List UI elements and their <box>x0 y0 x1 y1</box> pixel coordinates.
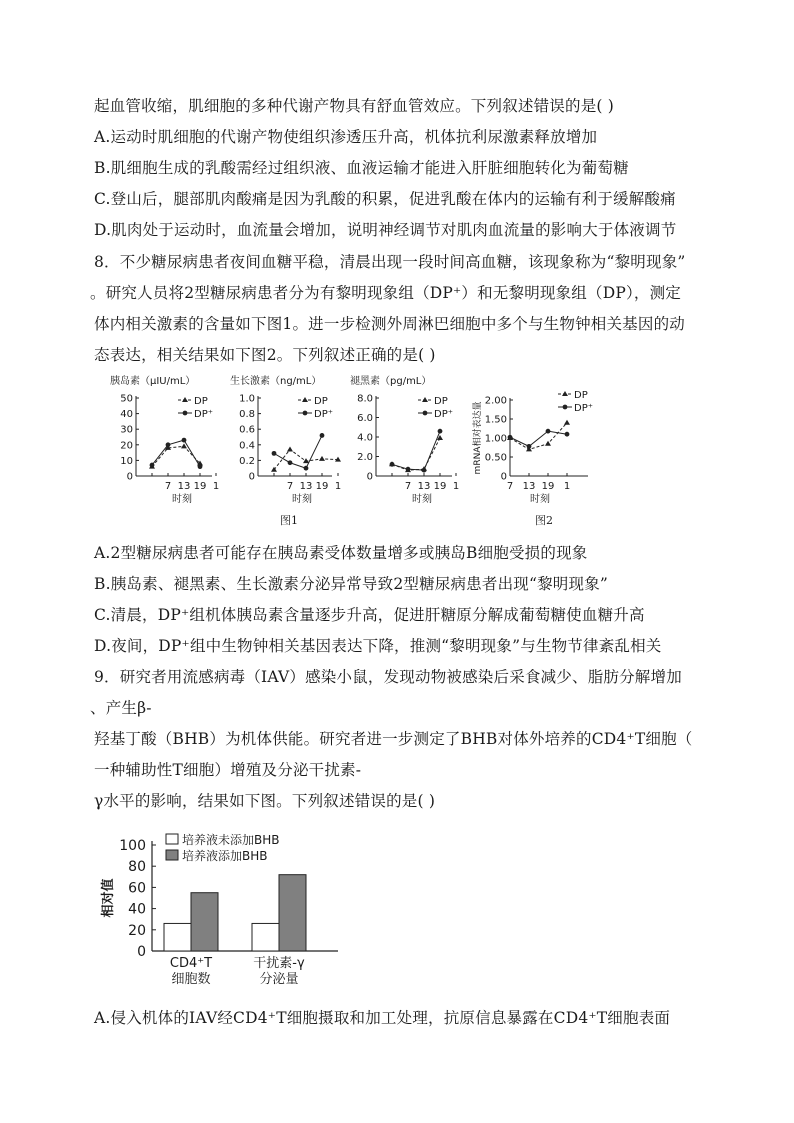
x-tick-label: 1 <box>563 481 571 492</box>
question-8: 8．不少糖尿病患者夜间血糖平稳，清晨出现一段时间高血糖，该现象称为“黎明现象” <box>94 253 686 271</box>
point-circle <box>272 451 277 456</box>
x-tick-label: 13 <box>417 481 431 492</box>
legend-label: DP⁺ <box>574 403 594 414</box>
x-tick-label: 7 <box>506 481 514 492</box>
y-tick-label: 0 <box>137 944 146 960</box>
point-circle <box>166 442 171 447</box>
legend-marker <box>563 405 568 410</box>
point-circle <box>390 462 395 467</box>
question-8-text: 体内相关激素的含量如下图1。进一步检测外周淋巴细胞中多个与生物钟相关基因的动 <box>94 315 685 333</box>
x-tick-label: 13 <box>299 481 313 492</box>
y-tick-label: 2.00 <box>484 395 507 407</box>
point-triangle <box>319 456 325 461</box>
figure2-caption: 图2 <box>535 514 553 527</box>
point-circle <box>422 468 427 473</box>
question-9: 9．研究者用流感病毒（IAV）感染小鼠，发现动物被感染后采食减少、脂肪分解增加 <box>94 668 682 686</box>
legend-marker <box>303 411 308 416</box>
legend-marker <box>562 391 568 396</box>
option-c: C.登山后，腿部肌肉酸痛是因为乳酸的积累，促进乳酸在体内的运输有利于缓解酸痛 <box>94 190 676 208</box>
legend-marker <box>302 397 308 402</box>
y-tick-label: 2.0 <box>357 452 373 463</box>
point-triangle <box>271 467 277 472</box>
series-line-0 <box>510 423 567 450</box>
legend-label: DP <box>574 390 588 401</box>
legend-marker <box>182 397 188 402</box>
legend-swatch <box>166 834 178 844</box>
text-line: 起血管收缩，肌细胞的多种代谢产物具有舒血管效应。下列叙述错误的是( ) <box>94 97 615 115</box>
y-tick-label: 40 <box>128 901 146 918</box>
point-circle <box>438 429 443 434</box>
y-tick-label: 80 <box>128 859 146 876</box>
x-tick-label: 1 <box>212 481 220 492</box>
y-tick-label: 20 <box>128 922 146 939</box>
y-axis-label: 相对值 <box>101 878 116 918</box>
y-tick-label: 20 <box>120 440 133 452</box>
y-tick-label: 0 <box>248 471 255 483</box>
point-circle <box>304 466 309 471</box>
x-tick-label: 1 <box>452 481 460 492</box>
x-axis-label: 时刻 <box>172 494 192 505</box>
x-axis-label: 时刻 <box>530 494 550 505</box>
legend-label: DP <box>434 396 448 407</box>
category-label: CD4⁺T <box>169 956 213 971</box>
bar-0-0 <box>164 923 191 951</box>
bar-1-1 <box>279 875 306 951</box>
series-line-0 <box>392 438 440 470</box>
y-tick-label: 100 <box>119 838 146 854</box>
legend-marker <box>183 411 188 416</box>
x-tick-label: 7 <box>164 481 172 492</box>
y-tick-label: 30 <box>120 424 133 436</box>
y-tick-label: 4.0 <box>357 432 373 444</box>
category-label: 干扰素-γ <box>253 956 305 971</box>
legend-swatch <box>166 850 178 860</box>
y-tick-label: 1.50 <box>484 414 507 426</box>
point-circle <box>565 432 570 437</box>
figure1-chart-growth-hormone <box>228 372 350 522</box>
chart-title: 生长激素（ng/mL） <box>230 376 322 387</box>
point-circle <box>182 438 187 443</box>
x-tick-label: 13 <box>522 481 536 492</box>
y-tick-label: 0.4 <box>239 440 255 452</box>
legend-marker <box>423 411 428 416</box>
x-tick-label: 7 <box>286 481 294 492</box>
legend-label: DP <box>314 396 328 407</box>
point-circle <box>508 435 513 440</box>
y-tick-label: 1.0 <box>239 393 255 405</box>
y-tick-label: 6.0 <box>357 413 373 424</box>
chart-title: 胰岛素（μIU/mL） <box>110 376 196 387</box>
bar-1-0 <box>191 893 218 951</box>
y-tick-label: 0.6 <box>239 424 255 436</box>
x-tick-label: 7 <box>404 481 412 492</box>
question-8-text: 态表达，相关结果如下图2。下列叙述正确的是( ) <box>94 346 436 364</box>
point-circle <box>527 444 532 449</box>
y-tick-label: 40 <box>120 409 133 421</box>
x-tick-label: 13 <box>177 481 191 492</box>
legend-marker <box>422 397 428 402</box>
option-c: C.清晨，DP⁺组机体胰岛素含量逐步升高，促进肝糖原分解成葡萄糖使血糖升高 <box>94 606 645 624</box>
question-8-text: 。研究人员将2型糖尿病患者分为有黎明现象组（DP⁺）和无黎明现象组（DP），测定 <box>90 284 682 302</box>
point-circle <box>288 460 293 465</box>
point-circle <box>150 463 155 468</box>
question-9-text: 一种辅助性T细胞）增殖及分泌干扰素- <box>94 761 362 779</box>
figure1-chart-melatonin <box>348 372 466 522</box>
y-tick-label: 0.50 <box>484 452 507 464</box>
y-tick-label: 0.8 <box>239 409 255 421</box>
y-tick-label: 8.0 <box>357 393 373 405</box>
category-label: 分泌量 <box>259 972 299 987</box>
x-tick-label: 19 <box>193 481 207 492</box>
series-line-1 <box>152 440 200 467</box>
figure1-chart-insulin <box>110 372 228 522</box>
legend-label: 培养液添加BHB <box>182 849 268 863</box>
y-tick-label: 50 <box>120 393 133 405</box>
x-tick-label: 19 <box>315 481 329 492</box>
series-line-1 <box>274 435 322 468</box>
legend-label: DP⁺ <box>434 409 454 420</box>
y-tick-label: 10 <box>120 455 133 467</box>
figure3-bar-chart <box>98 825 348 995</box>
option-a: A.2型糖尿病患者可能存在胰岛素受体数量增多或胰岛B细胞受损的现象 <box>94 544 588 562</box>
x-tick-label: 19 <box>433 481 447 492</box>
category-label: 细胞数 <box>171 972 211 987</box>
legend-label: DP⁺ <box>194 409 214 420</box>
x-axis-label: 时刻 <box>292 494 312 505</box>
option-b: B.肌细胞生成的乳酸需经过组织液、血液运输才能进入肝脏细胞转化为葡萄糖 <box>94 159 629 177</box>
y-tick-label: 0 <box>366 471 373 483</box>
y-tick-label: 0 <box>126 471 133 483</box>
option-a: A.运动时肌细胞的代谢产物使组织渗透压升高，机体抗利尿激素释放增加 <box>94 128 598 146</box>
option-b: B.胰岛素、褪黑素、生长激素分泌异常导致2型糖尿病患者出现“黎明现象” <box>94 575 609 593</box>
x-axis-label: 时刻 <box>412 494 432 505</box>
series-line-1 <box>392 431 440 470</box>
y-tick-label: 1.00 <box>484 433 507 445</box>
x-tick-label: 19 <box>541 481 555 492</box>
option-d: D.肌肉处于运动时，血流量会增加，说明神经调节对肌肉血流量的影响大于体液调节 <box>94 221 677 239</box>
point-circle <box>406 467 411 472</box>
figure2-chart-mrna <box>470 380 610 522</box>
y-tick-label: 0 <box>500 471 507 483</box>
question-9-text: 羟基丁酸（BHB）为机体供能。研究者进一步测定了BHB对体外培养的CD4⁺T细胞（ <box>94 730 693 748</box>
figure1-caption: 图1 <box>280 514 298 527</box>
y-tick-label: 60 <box>128 880 146 897</box>
point-circle <box>546 429 551 434</box>
y-tick-label: 0.2 <box>239 455 255 467</box>
question-9-text: γ水平的影响，结果如下图。下列叙述错误的是( ) <box>94 792 436 810</box>
point-circle <box>198 464 203 469</box>
y-axis-label: mRNA相对表达量 <box>473 401 483 475</box>
legend-label: 培养液未添加BHB <box>182 833 280 847</box>
x-tick-label: 1 <box>334 481 342 492</box>
series-line-1 <box>510 431 567 446</box>
option-a: A.侵入机体的IAV经CD4⁺T细胞摄取和加工处理，抗原信息暴露在CD4⁺T细胞表面 <box>94 1009 671 1027</box>
chart-title: 褪黑素（pg/mL） <box>350 376 432 387</box>
point-circle <box>320 433 325 438</box>
option-d: D.夜间，DP⁺组中生物钟相关基因表达下降，推测“黎明现象”与生物节律紊乱相关 <box>94 637 662 655</box>
legend-label: DP⁺ <box>314 409 334 420</box>
point-triangle <box>564 420 570 425</box>
point-triangle <box>287 446 293 451</box>
bar-0-1 <box>252 923 279 951</box>
legend-label: DP <box>194 396 208 407</box>
question-9-text: 、产生β- <box>90 699 152 717</box>
